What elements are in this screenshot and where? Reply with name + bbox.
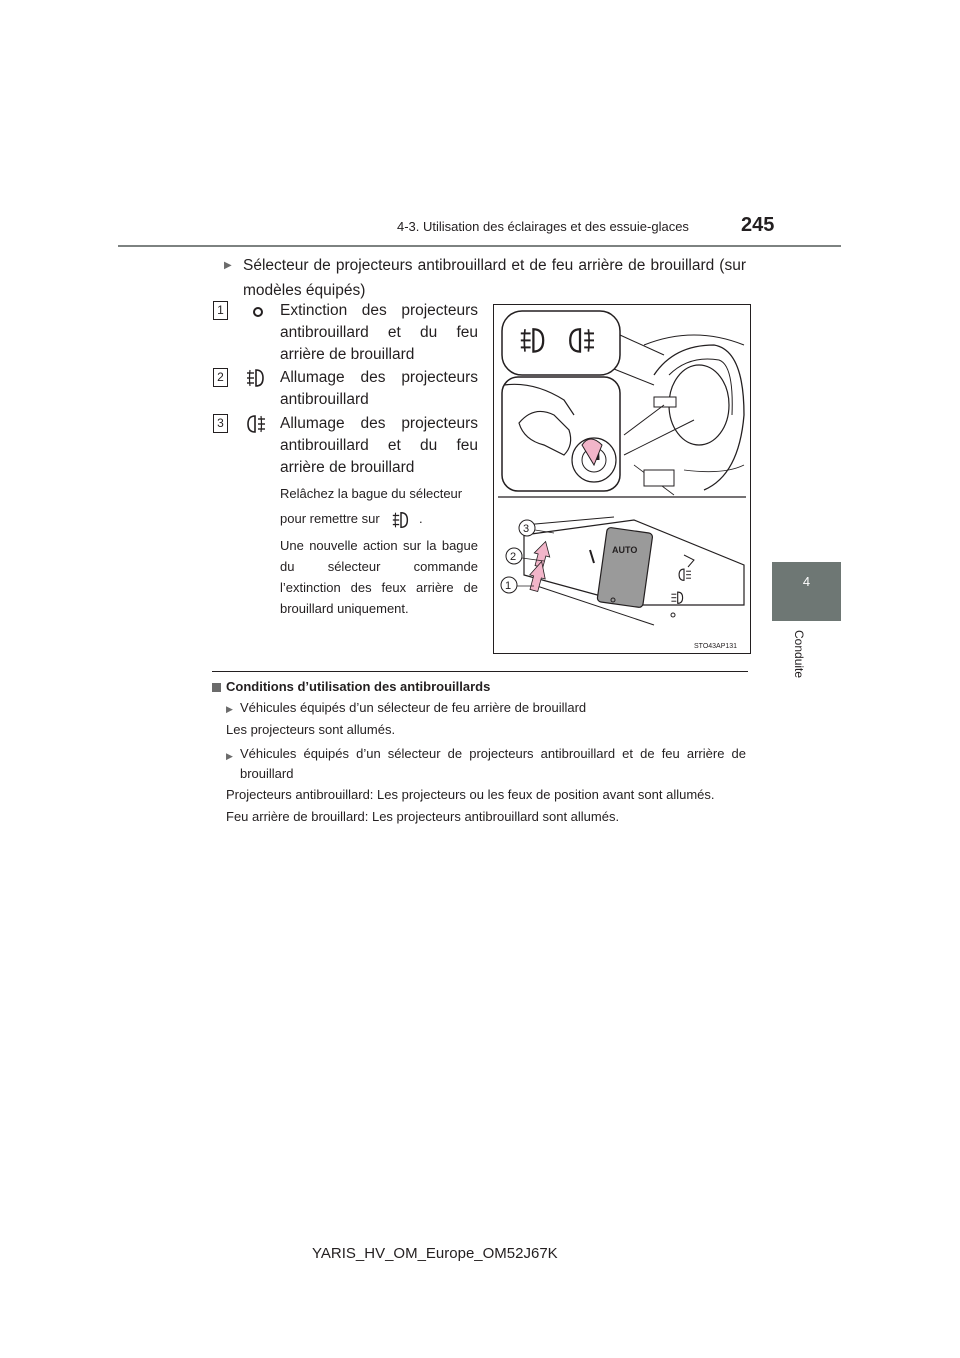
header-rule (118, 245, 841, 247)
note-release-suffix: . (418, 511, 423, 526)
figure-code: STO43AP131 (694, 643, 738, 650)
rear-fog-light-icon (245, 413, 267, 435)
triangle-bullet-icon: ▶ (224, 260, 232, 271)
chapter-label: Conduite (792, 630, 806, 679)
item-text-1: Extinction des projecteurs antibrouillard et du feu arrière de brouillard (280, 302, 478, 363)
header-section-title: 4-3. Utilisation des éclairages et des essuie-glaces (397, 219, 689, 234)
item-text-3: Allumage des projecteurs antibrouillard et du feu arrière de brouillard (280, 415, 478, 476)
front-fog-light-icon (391, 510, 411, 530)
footer-code: YARIS_HV_OM_Europe_OM52J67K (312, 1245, 558, 1262)
svg-text:3: 3 (523, 523, 530, 535)
heading: Sélecteur de projecteurs antibrouillard et de feu arrière de brouillard (sur modèles équipés) (243, 257, 746, 299)
square-bullet-icon (212, 683, 221, 692)
section-rule (212, 671, 748, 672)
sub2-title: Véhicules équipés d’un sélecteur de projecteurs antibrouillard et de feu arrière de brouillard (240, 746, 746, 781)
svg-text:1: 1 (505, 580, 512, 592)
note-second: Une nouvelle action sur la bague du sélecteur commande l’extinction des feux arrière de brouillard uniquement. (280, 538, 478, 616)
note-release-prefix: pour remettre sur (280, 511, 380, 526)
sub1-title: Véhicules équipés d’un sélecteur de feu arrière de brouillard (240, 700, 587, 715)
chapter-tab (772, 562, 841, 621)
item-number-1: 1 (213, 301, 228, 320)
front-fog-light-icon (245, 367, 267, 389)
item-number-2: 2 (213, 368, 228, 387)
chapter-number: 4 (802, 574, 811, 589)
off-ring-icon (249, 302, 271, 324)
fog-switch-figure (493, 304, 751, 654)
sub1-body: Les projecteurs sont allumés. (226, 722, 396, 737)
svg-text:2: 2 (510, 551, 517, 563)
switch-knob (597, 527, 653, 608)
item-number-3: 3 (213, 414, 228, 433)
item-text-2: Allumage des projecteurs antibrouillard (280, 369, 478, 408)
note-release-line1: Relâchez la bague du sélecteur (280, 486, 463, 501)
triangle-bullet-icon: ▶ (226, 751, 233, 761)
auto-label: AUTO (612, 545, 638, 555)
triangle-bullet-icon: ▶ (226, 704, 233, 714)
fog-switch-illustration (494, 305, 750, 653)
page-number: 245 (741, 214, 775, 236)
sub2-line2: Feu arrière de brouillard: Les projecteurs antibrouillard sont allumés. (226, 809, 620, 824)
sub2-line1: Projecteurs antibrouillard: Les projecteurs ou les feux de position avant sont allumés. (226, 787, 715, 802)
indicator-zoom-bubble (502, 311, 620, 375)
note-release-line2 (280, 508, 423, 530)
section-title: Conditions d’utilisation des antibrouillards (226, 679, 491, 694)
